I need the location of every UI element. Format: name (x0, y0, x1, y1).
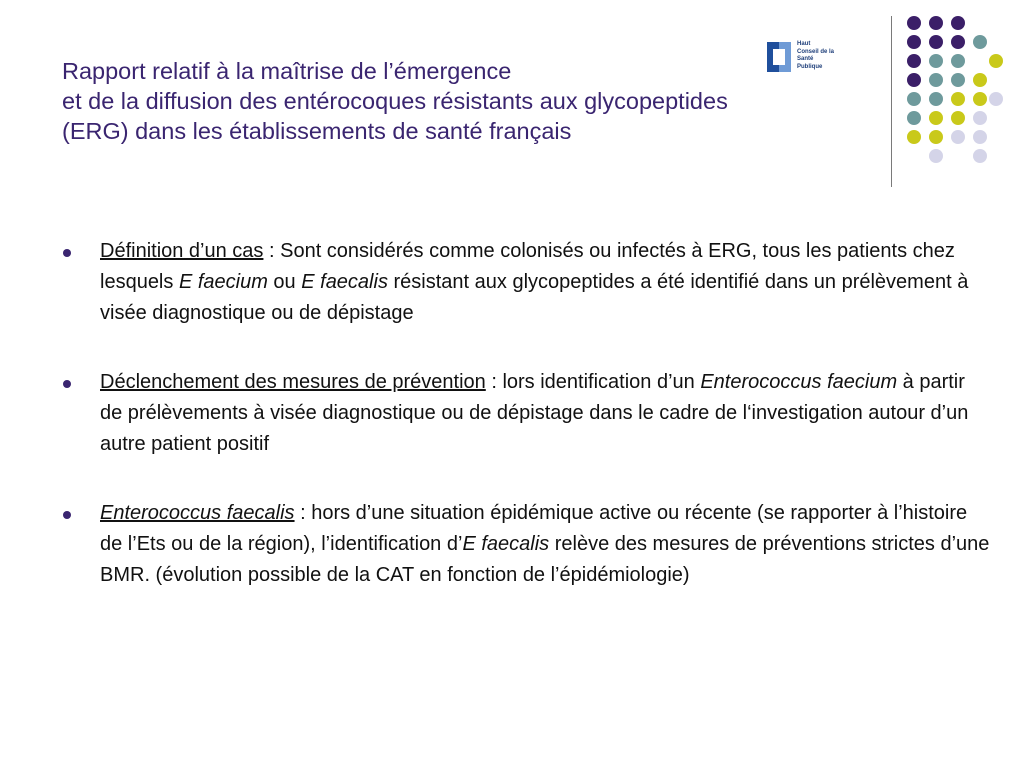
bullet-item-faecalis (62, 498, 992, 591)
bullet-text: à partir de prélèvements à visée diagnostique ou de dépistage dans le cadre de l‘investigation autour d’un autre patient positif (100, 371, 969, 455)
bullet-text: : lors identification d’un (485, 371, 701, 393)
bullet-dot-icon (63, 249, 71, 257)
bullet-italic-text: E faecium (178, 271, 268, 293)
logo-text-line-3: Santé (797, 56, 814, 62)
decorative-dot (907, 35, 921, 49)
decorative-dot (951, 111, 965, 125)
decorative-dot-grid (0, 0, 1024, 200)
bullet-text: relève des mesures de préventions strictes d’une BMR. (évolution possible de la CAT en fonction de l’épidémiologie) (100, 533, 990, 586)
decorative-dot (907, 92, 921, 106)
bullet-item-prevention-trigger (62, 367, 992, 460)
bullet-text: : hors d’une situation épidémique active ou récente (se rapporter à l’histoire de l’Ets ou de la région), l’identification d’ (100, 502, 968, 555)
decorative-dot (973, 92, 987, 106)
decorative-dot (951, 16, 965, 30)
decorative-dot (989, 92, 1003, 106)
decorative-dot (951, 130, 965, 144)
decorative-dot (907, 16, 921, 30)
decorative-dot (907, 130, 921, 144)
decorative-dot (929, 149, 943, 163)
decorative-dot (951, 35, 965, 49)
bullet-text: : Sont considérés comme colonisés ou infectés à ERG, tous les patients chez lesquels (100, 240, 955, 293)
decorative-dot (951, 92, 965, 106)
bullet-heading: Enterococcus faecalis (100, 502, 295, 524)
title-line-1: Rapport relatif à la maîtrise de l’émergence (62, 58, 512, 84)
decorative-dot (929, 16, 943, 30)
decorative-dot (989, 54, 1003, 68)
bullet-italic-text: E faecalis (462, 533, 550, 555)
decorative-dot (907, 73, 921, 87)
decorative-dot (929, 54, 943, 68)
bullet-item-case-definition (62, 236, 992, 329)
logo-text-line-1: Haut (797, 41, 811, 47)
decorative-dot (907, 111, 921, 125)
bullet-text: ou (267, 271, 302, 293)
bullet-heading: Définition d’un cas (100, 240, 264, 262)
title-line-2: et de la diffusion des entérocoques résistants aux glycopeptides (62, 88, 728, 114)
bullet-dot-icon (63, 380, 71, 388)
decorative-dot (929, 111, 943, 125)
title-line-3: (ERG) dans les établissements de santé français (62, 118, 572, 144)
decorative-dot (951, 73, 965, 87)
logo-text-line-4: Publique (797, 63, 823, 70)
bullet-heading: Déclenchement des mesures de prévention (100, 371, 486, 393)
bullet-italic-text: Enterococcus faecium (700, 371, 898, 393)
decorative-dot (973, 111, 987, 125)
decorative-dot (929, 73, 943, 87)
bullet-text: résistant aux glycopeptides a été identifié dans un prélèvement à visée diagnostique ou de dépistage (100, 271, 969, 324)
decorative-dot (929, 92, 943, 106)
decorative-dot (929, 35, 943, 49)
decorative-dot (973, 35, 987, 49)
decorative-dot (973, 130, 987, 144)
bullet-list (62, 236, 992, 629)
decorative-dot (973, 149, 987, 163)
logo-text-line-2: Conseil de la (797, 48, 835, 55)
bullet-dot-icon (63, 511, 71, 519)
decorative-dot (907, 54, 921, 68)
bullet-italic-text: E faecalis (301, 271, 388, 293)
decorative-dot (951, 54, 965, 68)
decorative-dot (929, 130, 943, 144)
decorative-dot (973, 73, 987, 87)
